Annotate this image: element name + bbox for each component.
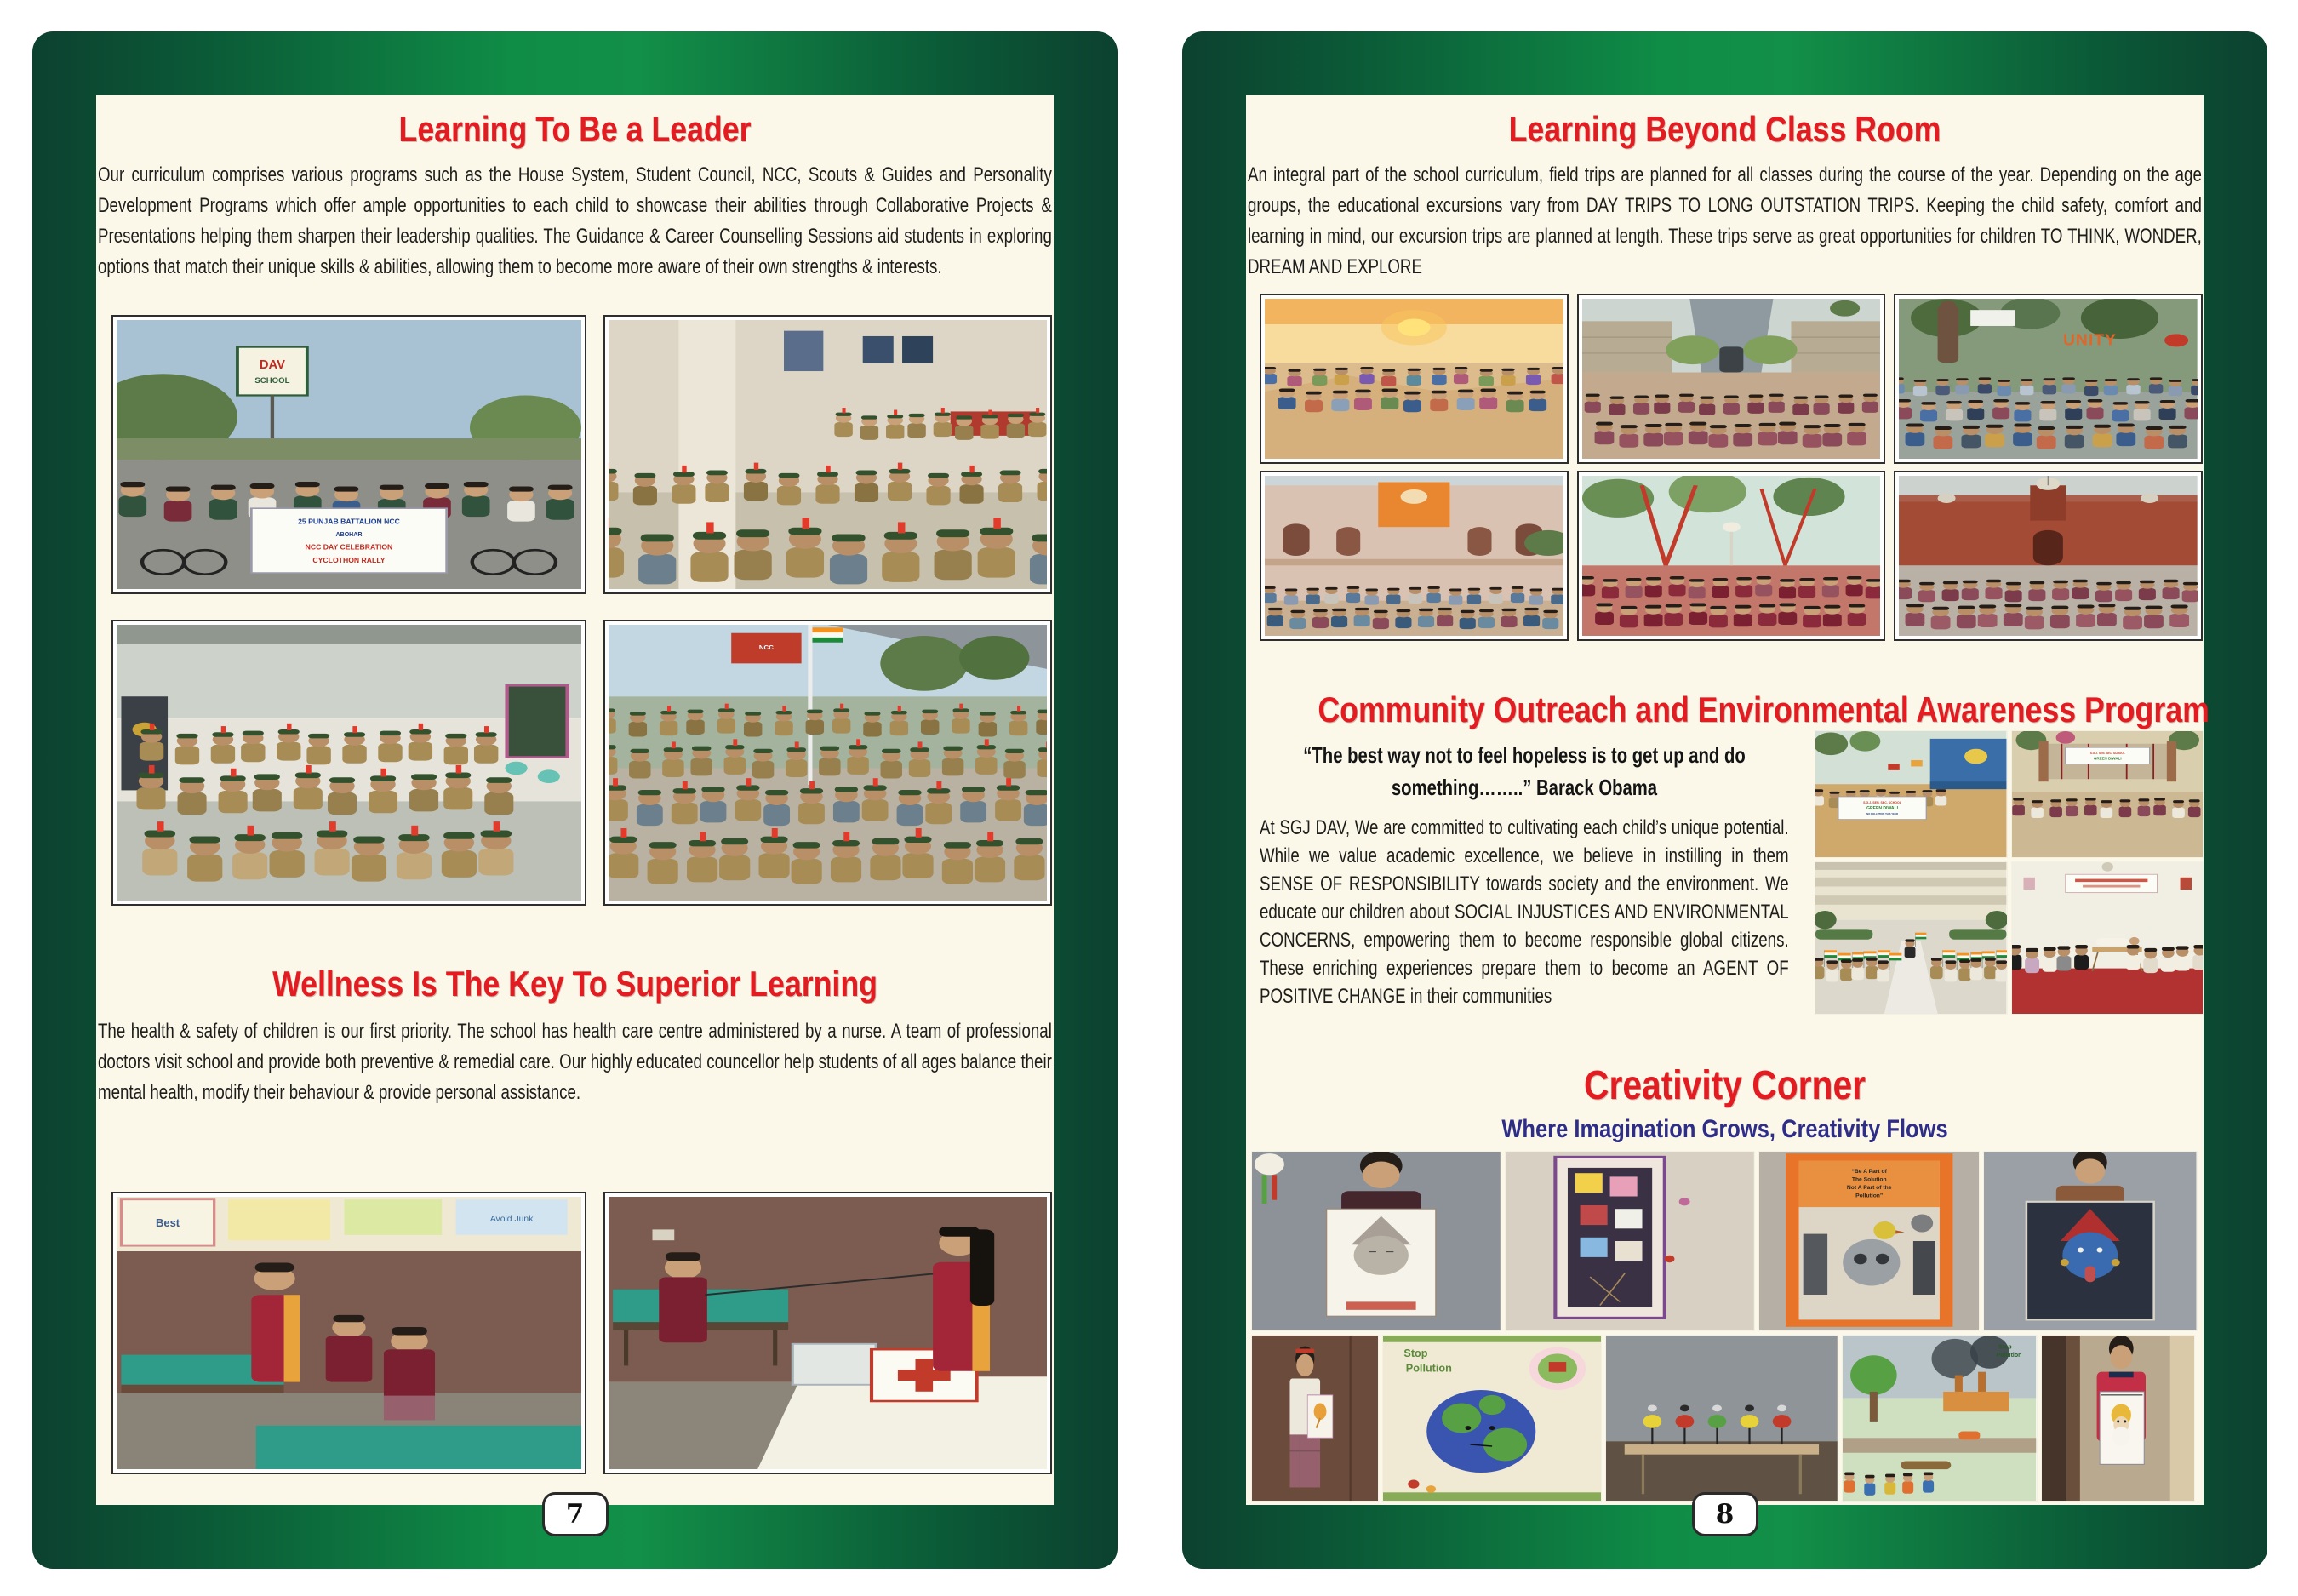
beyond-title: Learning Beyond Class Room: [1508, 109, 1941, 149]
photo-stop-pollution-earth-poster: [1382, 1335, 1602, 1502]
svg-text:25 PUNJAB BATTALION NCC: 25 PUNJAB BATTALION NCC: [298, 517, 400, 526]
svg-text:Avoid Junk: Avoid Junk: [489, 1214, 534, 1224]
creativity-title: Creativity Corner: [1583, 1063, 1866, 1108]
photo-green-diwali-gate: [2011, 730, 2204, 858]
svg-text:ABOHAR: ABOHAR: [335, 532, 363, 538]
outreach-paragraph: At SGJ DAV, We are committed to cultivating each child’s unique potential. While we value academic excellence, we believe in instilling in them SENSE OF RESPONSIBILITY towards society and the environment. We educate our children about SOCIAL INJUSTICES AND ENVIRONMENTAL CONCERNS, empowering them to become responsible global citizens. These enriching experiences prepare them to become an AGENT OF POSITIVE CHANGE in their communities: [1260, 816, 1789, 1008]
photo-pollution-awareness-poster: [1758, 1151, 1980, 1331]
photo-kali-painting: [1983, 1151, 2198, 1331]
photo-ncc-cadets-group: [111, 620, 586, 906]
photo-ncc-cyclothon-rally: [111, 315, 586, 594]
svg-text:Pollution”: Pollution”: [1855, 1193, 1883, 1199]
page-8: [1182, 31, 2267, 1569]
trip-photo-grid: [1260, 294, 2203, 641]
page-number-badge-7: [542, 1492, 609, 1536]
svg-text:“Be A Part of: “Be A Part of: [1851, 1169, 1887, 1176]
photo-ncc-assembly: [603, 315, 1052, 594]
svg-text:GREEN DIWALI: GREEN DIWALI: [1866, 806, 1899, 812]
photo-red-fort: [1894, 471, 2203, 641]
svg-text:Not A Part of the: Not A Part of the: [1846, 1185, 1892, 1192]
creativity-subtitle: Where Imagination Grows, Creativity Flows: [1501, 1115, 1948, 1143]
quote-line-2: something……..” Barack Obama: [1391, 775, 1658, 800]
page-7-content: [96, 95, 1054, 1505]
photo-row-ncc-2: [111, 620, 1052, 906]
photo-desert-excursion: [1260, 294, 1569, 464]
svg-text:Stop: Stop: [1998, 1344, 2012, 1351]
svg-text:Pollution: Pollution: [1406, 1362, 1453, 1375]
photo-nurse-stethoscope: [603, 1192, 1052, 1474]
photo-statue-of-unity: [1894, 294, 2203, 464]
svg-text:NCC: NCC: [758, 644, 774, 652]
photo-stop-pollution-painting: [1842, 1335, 2037, 1502]
creativity-collage: [1251, 1151, 2198, 1502]
svg-text:Best: Best: [155, 1216, 180, 1230]
outreach-title: Community Outreach and Environmental Awareness Program: [1318, 689, 2209, 729]
leader-paragraph: Our curriculum comprises various programs such as the House System, Student Council, NCC, Scouts & Guides and Personality Development Programs which offer ample opportunities to each child to showcase their abilities through Collaborative Projects & Presentations helping them sharpen their leadership qualities. The Guidance & Career Counselling Sessions aid students in exploring options that match their unique skills & abilities, allowing them to become more aware of their own strengths & interests.: [98, 163, 1052, 278]
photo-craft-display-board: [1505, 1151, 1755, 1331]
svg-text:NO POLLUTION THIS YEAR: NO POLLUTION THIS YEAR: [1866, 811, 1899, 815]
svg-text:DAV: DAV: [259, 358, 285, 372]
svg-text:Pollution: Pollution: [1996, 1353, 2022, 1359]
photo-tricolour-flags: [1815, 861, 2008, 1015]
photo-health-checkup: [111, 1192, 586, 1474]
page-number-badge-8: [1692, 1492, 1758, 1536]
collage-row-2: [1251, 1335, 2198, 1502]
svg-text:UNITY: UNITY: [2063, 331, 2118, 350]
beyond-paragraph: An integral part of the school curriculum, field trips are planned for all classes during the course of the year. Depending on the age groups, the educational excursions vary from DAY TRIPS TO LONG OUTSTATION TRIPS. Keeping the child safety, comfort and learning in mind, our excursion trips are planned at length. These trips serve as great opportunities for children TO THINK, WONDER, DREAM AND EXPLORE: [1248, 163, 2202, 278]
photo-ram-lalla-sketch: [1251, 1151, 1501, 1331]
leader-title: Learning To Be a Leader: [398, 109, 752, 149]
svg-text:CYCLOTHON RALLY: CYCLOTHON RALLY: [312, 555, 386, 564]
photo-park-outing: [1577, 471, 1886, 641]
page-7: [32, 31, 1118, 1569]
outreach-photo-grid: [1815, 730, 2204, 1015]
photo-monument-visit: [1577, 294, 1886, 464]
photo-portrait-sketch: [2041, 1335, 2195, 1502]
page-number: 7: [565, 1499, 585, 1530]
photo-spoon-art-figurines: [1605, 1335, 1838, 1502]
page-8-content: [1246, 95, 2209, 1505]
page-number: 8: [1715, 1499, 1735, 1530]
collage-row-1: [1251, 1151, 2198, 1331]
wellness-paragraph: The health & safety of children is our first priority. The school has health care centre administered by a nurse. A team of professional doctors visit school and provide both preventive & remedial care. Our highly educated councellor help students of all ages balance their mental health, modify their behaviour & provide personal assistance.: [98, 1020, 1052, 1104]
photo-row-wellness: [111, 1192, 1052, 1474]
svg-text:NCC DAY CELEBRATION: NCC DAY CELEBRATION: [305, 542, 393, 552]
obama-quote: [1259, 739, 1790, 804]
photo-ncc-rally-ground: [603, 620, 1052, 906]
svg-text:The Solution: The Solution: [1851, 1176, 1887, 1183]
svg-text:S.G.J. SEN. SEC. SCHOOL: S.G.J. SEN. SEC. SCHOOL: [1863, 800, 1902, 804]
svg-text:SCHOOL: SCHOOL: [254, 376, 290, 386]
quote-line-1: “The best way not to feel hopeless is to get up and do: [1303, 742, 1746, 768]
photo-temple-visit: [1260, 471, 1569, 641]
photo-row-ncc-1: [111, 315, 1052, 594]
photo-green-diwali-rally: [1815, 730, 2008, 858]
photo-ganesha-drawing: [1251, 1335, 1379, 1502]
svg-text:S.G.J. SEN. SEC. SCHOOL: S.G.J. SEN. SEC. SCHOOL: [2089, 751, 2125, 755]
wellness-title: Wellness Is The Key To Superior Learning: [272, 964, 877, 1004]
photo-blood-donation-camp: [2011, 861, 2204, 1015]
svg-text:Stop: Stop: [1403, 1347, 1428, 1360]
svg-text:GREEN DIWALI: GREEN DIWALI: [2093, 756, 2122, 761]
